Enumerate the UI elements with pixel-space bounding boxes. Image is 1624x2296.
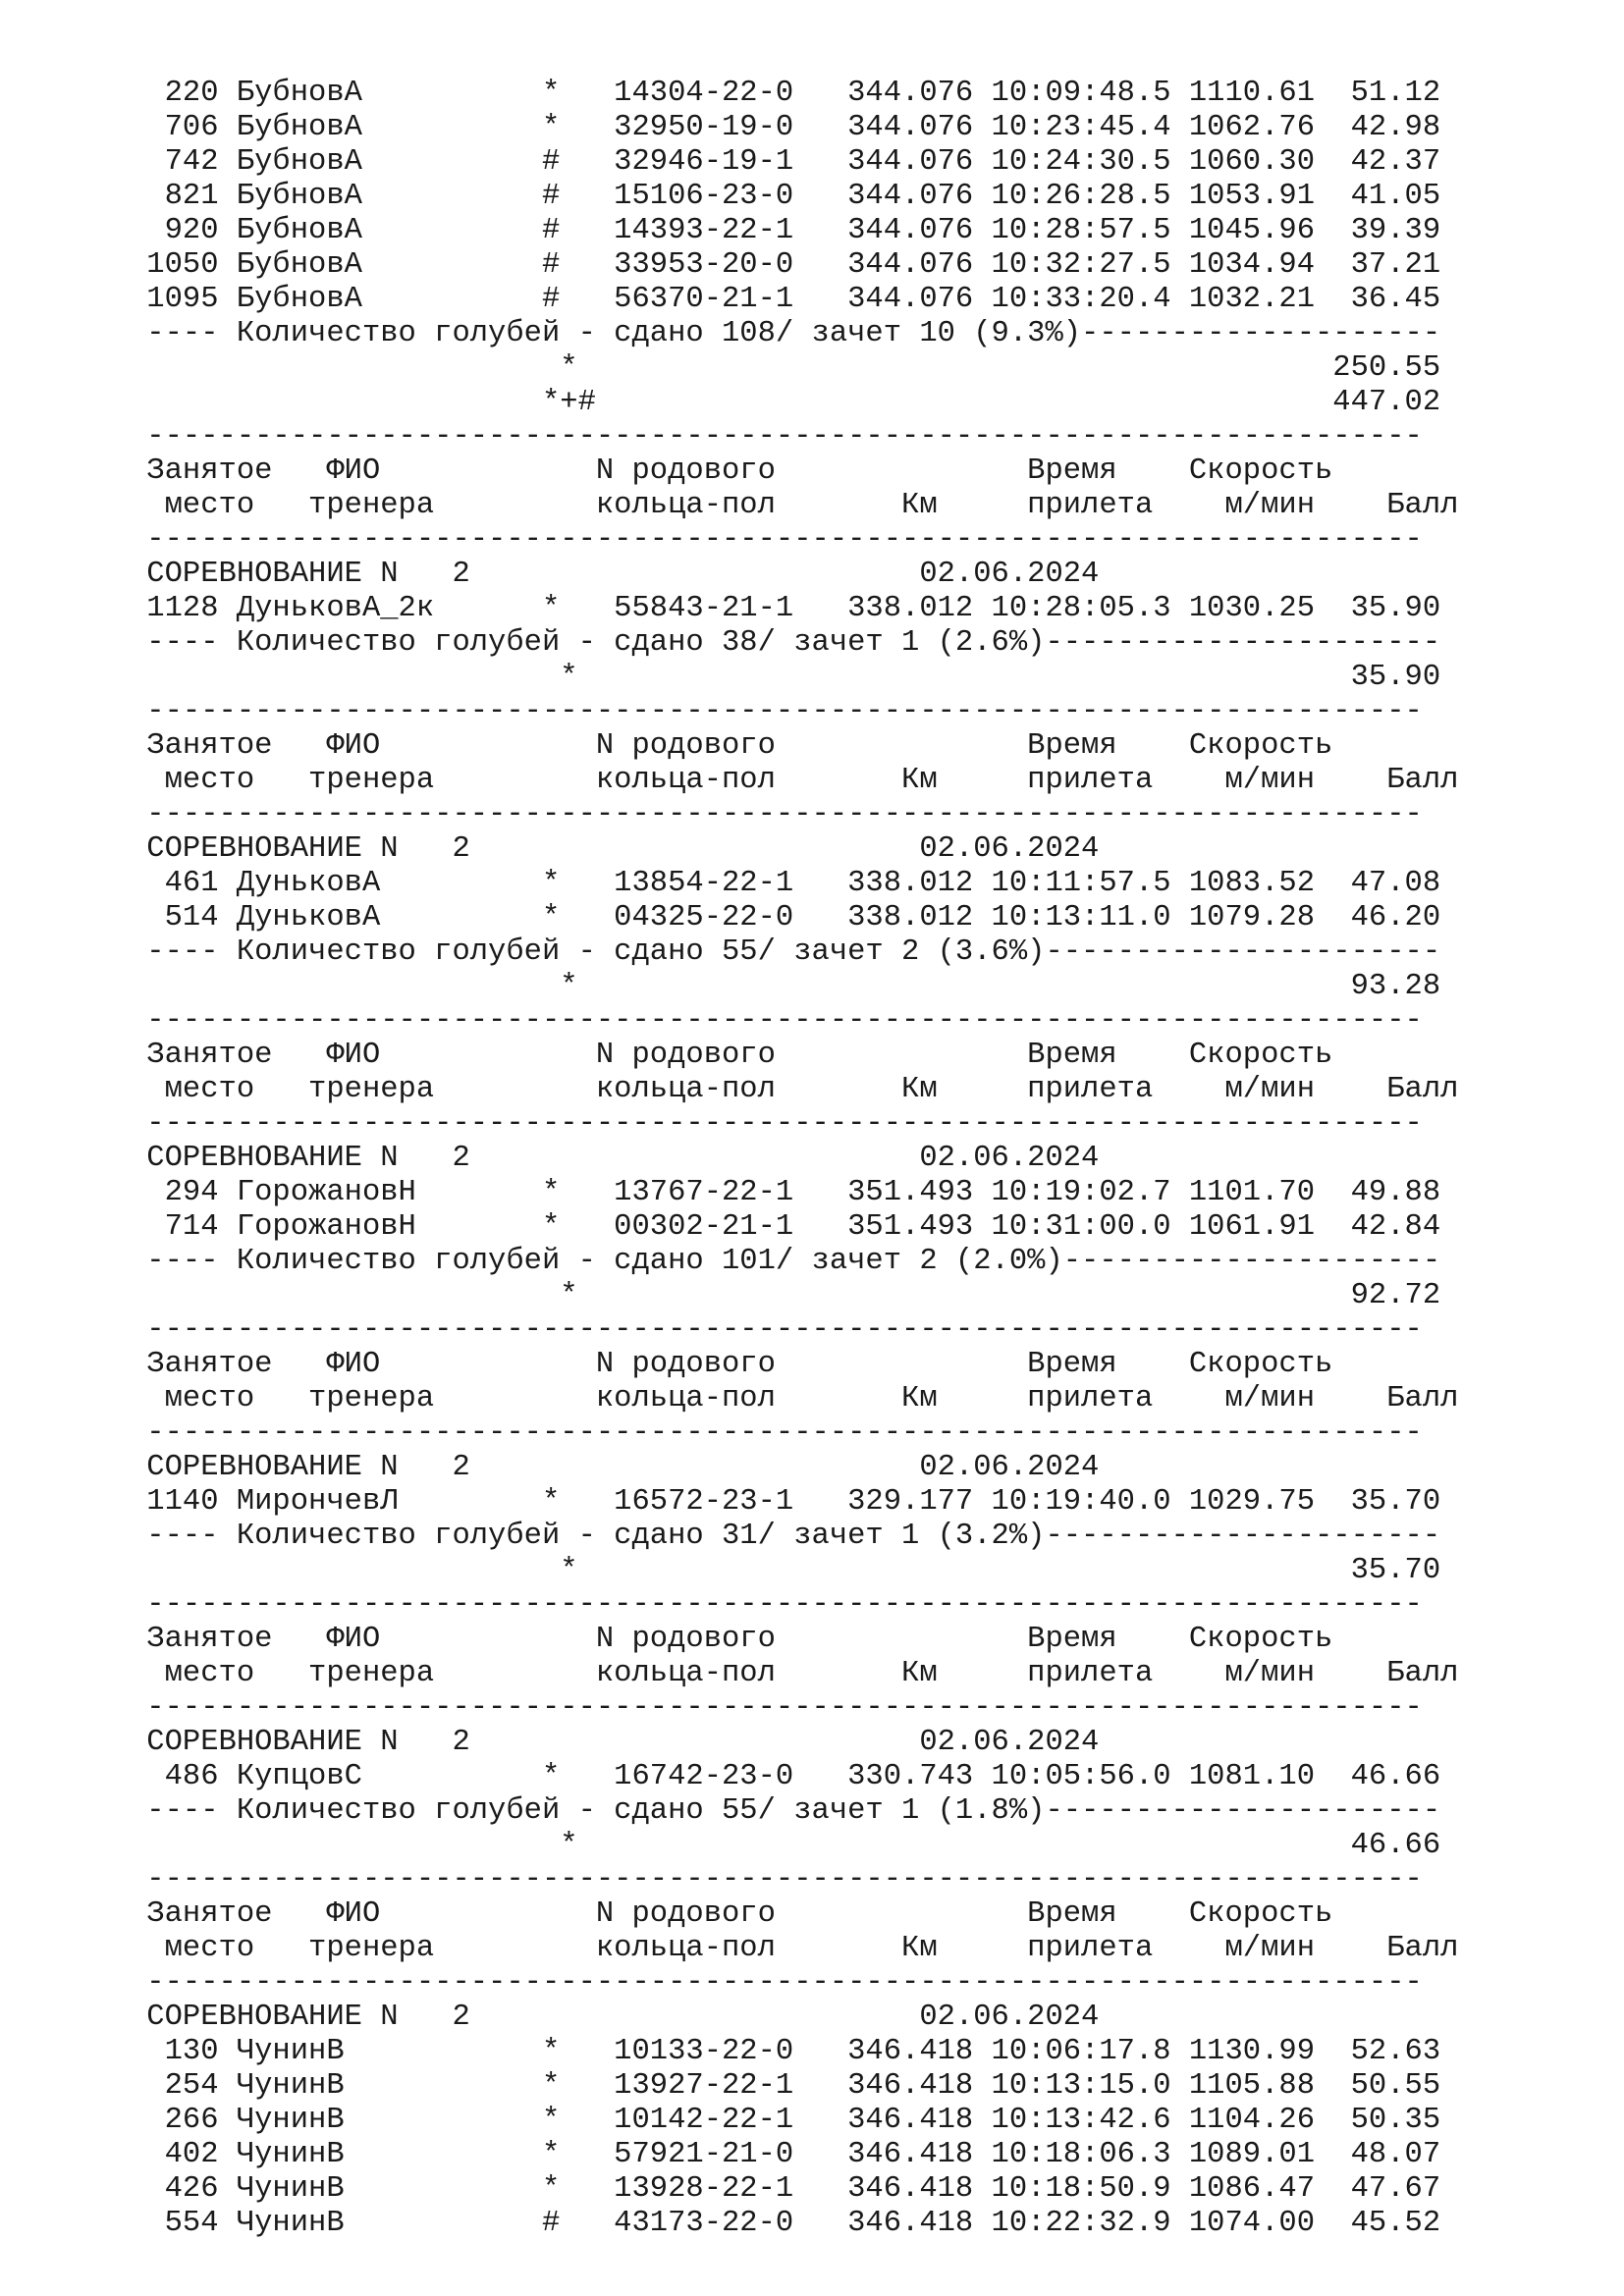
result-row: 254 ЧунинВ * 13927-22-1 346.418 10:13:15.0 1105.88 50.55 [129, 2069, 1441, 2103]
column-header: место тренера кольца-пол Км прилета м/мин Балл [129, 764, 1459, 797]
column-header: место тренера кольца-пол Км прилета м/мин Балл [129, 489, 1459, 522]
competition-heading: СОРЕВНОВАНИЕ N 2 02.06.2024 [129, 832, 1100, 866]
divider-line: ----------------------------------------------------------------------- [129, 1863, 1423, 1896]
column-header: Занятое ФИО N родового Время Скорость [129, 1623, 1333, 1656]
points-total: * 35.70 [129, 1554, 1441, 1587]
points-total: * 92.72 [129, 1279, 1441, 1312]
points-total: * 250.55 [129, 351, 1441, 385]
divider-line: ----------------------------------------------------------------------- [129, 523, 1423, 557]
divider-line: ----------------------------------------------------------------------- [129, 420, 1423, 454]
column-header: место тренера кольца-пол Км прилета м/мин Балл [129, 1382, 1459, 1415]
points-total: *+# 447.02 [129, 386, 1441, 419]
divider-line: ----------------------------------------------------------------------- [129, 1313, 1423, 1347]
result-row: 514 ДуньковА * 04325-22-0 338.012 10:13:11.0 1079.28 46.20 [129, 901, 1441, 934]
pigeon-count-summary: ---- Количество голубей - сдано 55/ зачет 1 (1.8%)---------------------- [129, 1794, 1441, 1828]
result-row: 554 ЧунинВ # 43173-22-0 346.418 10:22:32.9 1074.00 45.52 [129, 2207, 1441, 2240]
result-row: 266 ЧунинВ * 10142-22-1 346.418 10:13:42.6 1104.26 50.35 [129, 2104, 1441, 2137]
competition-heading: СОРЕВНОВАНИЕ N 2 02.06.2024 [129, 2001, 1100, 2034]
points-total: * 46.66 [129, 1829, 1441, 1862]
column-header: Занятое ФИО N родового Время Скорость [129, 729, 1333, 763]
pigeon-count-summary: ---- Количество голубей - сдано 55/ зачет 2 (3.6%)---------------------- [129, 935, 1441, 969]
competition-heading: СОРЕВНОВАНИЕ N 2 02.06.2024 [129, 1726, 1100, 1759]
result-row: 486 КупцовС * 16742-23-0 330.743 10:05:56.0 1081.10 46.66 [129, 1760, 1441, 1793]
column-header: Занятое ФИО N родового Время Скорость [129, 454, 1333, 488]
pigeon-count-summary: ---- Количество голубей - сдано 31/ зачет 1 (3.2%)---------------------- [129, 1520, 1441, 1553]
result-row: 402 ЧунинВ * 57921-21-0 346.418 10:18:06.3 1089.01 48.07 [129, 2138, 1441, 2171]
divider-line: ----------------------------------------------------------------------- [129, 1416, 1423, 1450]
column-header: Занятое ФИО N родового Время Скорость [129, 1897, 1333, 1931]
result-row: 1095 БубновА # 56370-21-1 344.076 10:33:20.4 1032.21 36.45 [129, 283, 1441, 316]
divider-line: ----------------------------------------------------------------------- [129, 1966, 1423, 2000]
points-total: * 35.90 [129, 661, 1441, 694]
result-row: 742 БубновА # 32946-19-1 344.076 10:24:30.5 1060.30 42.37 [129, 145, 1441, 179]
divider-line: ----------------------------------------------------------------------- [129, 1691, 1423, 1725]
result-row: 1050 БубновА # 33953-20-0 344.076 10:32:27.5 1034.94 37.21 [129, 248, 1441, 282]
column-header: место тренера кольца-пол Км прилета м/мин Балл [129, 1073, 1459, 1106]
column-header: место тренера кольца-пол Км прилета м/мин Балл [129, 1932, 1459, 1965]
divider-line: ----------------------------------------------------------------------- [129, 1004, 1423, 1038]
result-row: 1128 ДуньковА_2к * 55843-21-1 338.012 10:28:05.3 1030.25 35.90 [129, 592, 1441, 625]
pigeon-count-summary: ---- Количество голубей - сдано 38/ зачет 1 (2.6%)---------------------- [129, 626, 1441, 660]
result-row: 714 ГорожановН * 00302-21-1 351.493 10:31:00.0 1061.91 42.84 [129, 1210, 1441, 1244]
result-row: 426 ЧунинВ * 13928-22-1 346.418 10:18:50.9 1086.47 47.67 [129, 2172, 1441, 2206]
result-row: 1140 МирончевЛ * 16572-23-1 329.177 10:19:40.0 1029.75 35.70 [129, 1485, 1441, 1519]
result-row: 220 БубновА * 14304-22-0 344.076 10:09:48.5 1110.61 51.12 [129, 77, 1441, 110]
column-header: место тренера кольца-пол Км прилета м/мин Балл [129, 1657, 1459, 1690]
pigeon-count-summary: ---- Количество голубей - сдано 101/ зачет 2 (2.0%)--------------------- [129, 1245, 1441, 1278]
divider-line: ----------------------------------------------------------------------- [129, 798, 1423, 831]
column-header: Занятое ФИО N родового Время Скорость [129, 1348, 1333, 1381]
divider-line: ----------------------------------------------------------------------- [129, 695, 1423, 728]
competition-heading: СОРЕВНОВАНИЕ N 2 02.06.2024 [129, 1142, 1100, 1175]
results-document [129, 77, 1458, 2241]
result-row: 821 БубновА # 15106-23-0 344.076 10:26:28.5 1053.91 41.05 [129, 180, 1441, 213]
result-row: 920 БубновА # 14393-22-1 344.076 10:28:57.5 1045.96 39.39 [129, 214, 1441, 247]
pigeon-count-summary: ---- Количество голубей - сдано 108/ зачет 10 (9.3%)-------------------- [129, 317, 1441, 350]
result-row: 130 ЧунинВ * 10133-22-0 346.418 10:06:17.8 1130.99 52.63 [129, 2035, 1441, 2068]
divider-line: ----------------------------------------------------------------------- [129, 1588, 1423, 1622]
result-row: 294 ГорожановН * 13767-22-1 351.493 10:19:02.7 1101.70 49.88 [129, 1176, 1441, 1209]
competition-heading: СОРЕВНОВАНИЕ N 2 02.06.2024 [129, 558, 1100, 591]
points-total: * 93.28 [129, 970, 1441, 1003]
column-header: Занятое ФИО N родового Время Скорость [129, 1039, 1333, 1072]
competition-heading: СОРЕВНОВАНИЕ N 2 02.06.2024 [129, 1451, 1100, 1484]
result-row: 706 БубновА * 32950-19-0 344.076 10:23:45.4 1062.76 42.98 [129, 111, 1441, 144]
divider-line: ----------------------------------------------------------------------- [129, 1107, 1423, 1141]
result-row: 461 ДуньковА * 13854-22-1 338.012 10:11:57.5 1083.52 47.08 [129, 867, 1441, 900]
